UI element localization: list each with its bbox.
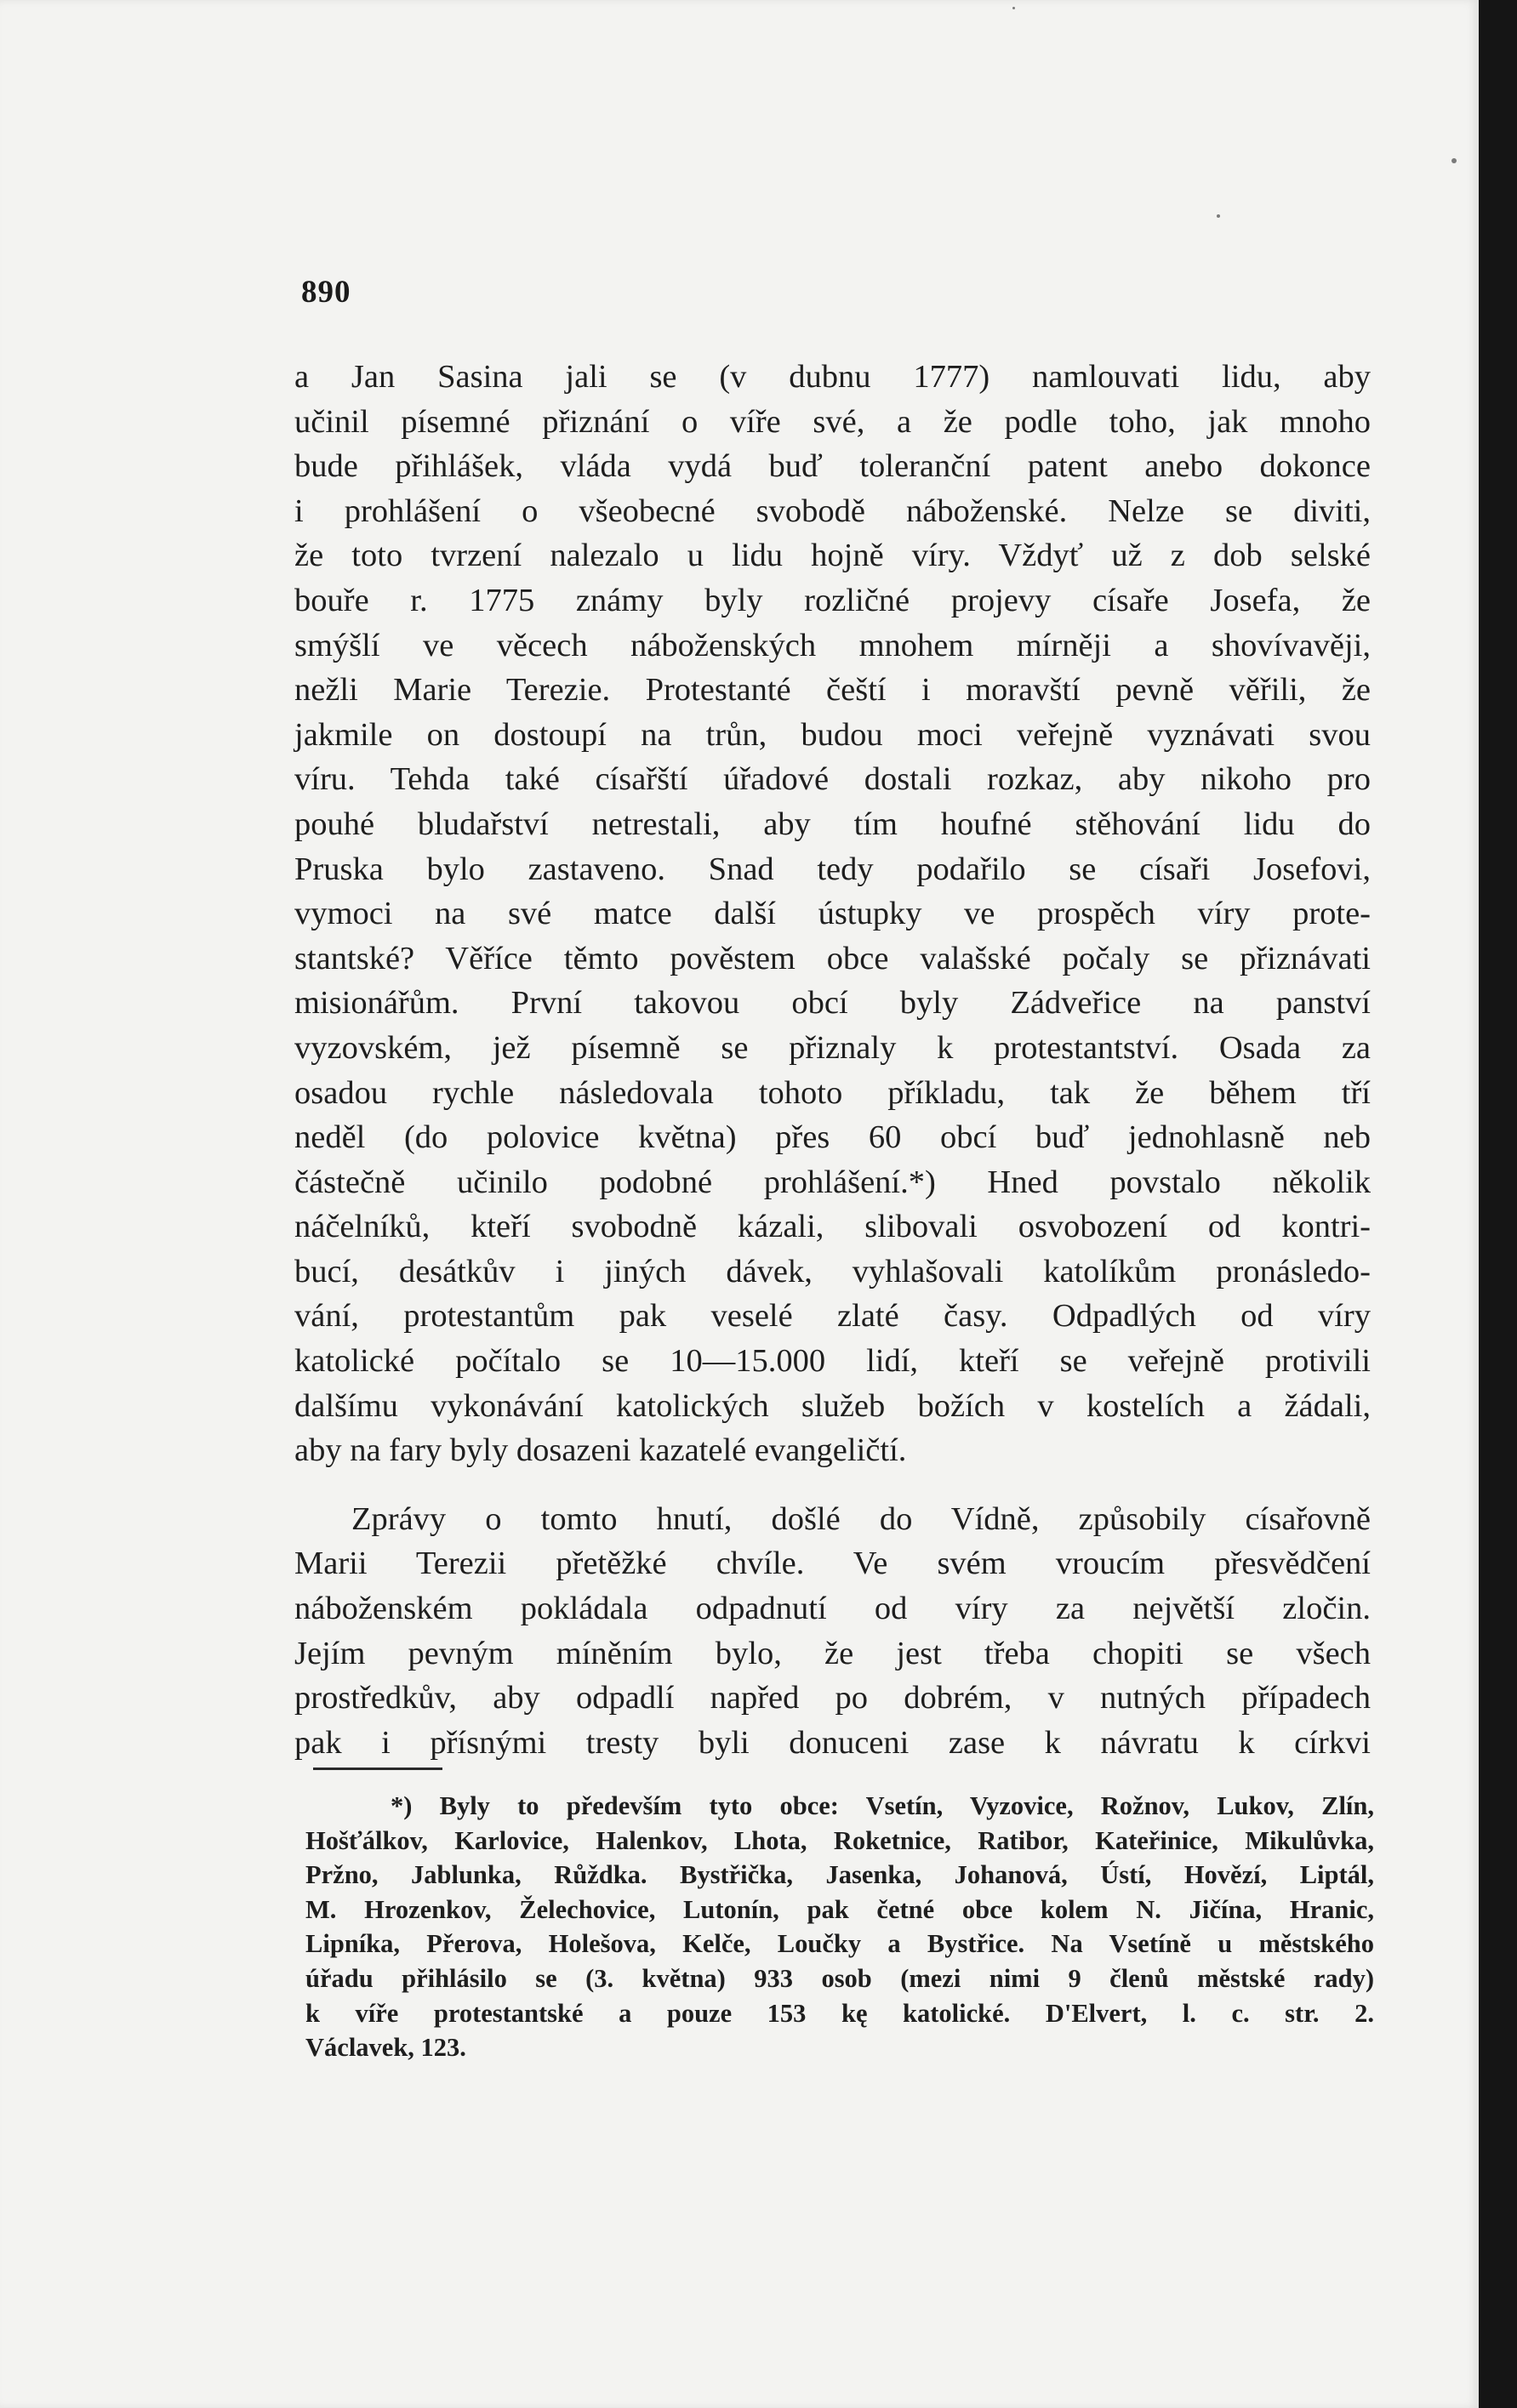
body-line: osadou rychle následovala tohoto příkladu, tak že během tří: [294, 1074, 1371, 1111]
body-line: bude přihlášek, vláda vydá buď toleranční patent anebo dokonce: [294, 448, 1371, 485]
footnote-line: úřadu přihlásilo se (3. května) 933 osob (mezi nimi 9 členů městské rady): [305, 1963, 1374, 1993]
footnote-line: Hošťálkov, Karlovice, Halenkov, Lhota, Roketnice, Ratibor, Kateřinice, Mikulůvka,: [305, 1825, 1374, 1855]
body-line: misionářům. První takovou obcí byly Zádveřice na panství: [294, 985, 1371, 1022]
scan-speck: [1012, 7, 1015, 9]
body-line: vyzovském, jež písemně se přiznaly k protestantství. Osada za: [294, 1029, 1371, 1066]
body-line: pak i přísnými tresty byli donuceni zase k návratu k církvi: [294, 1724, 1371, 1761]
body-line: náboženském pokládala odpadnutí od víry za největší zločin.: [294, 1591, 1371, 1627]
body-line: i prohlášení o všeobecné svobodě náboženské. Nelze se diviti,: [294, 492, 1371, 529]
body-line: vymoci na své matce další ústupky ve prospěch víry prote-: [294, 896, 1371, 932]
footnote-line: Václavek, 123.: [305, 2033, 466, 2063]
body-line: bucí, desátkův i jiných dávek, vyhlašovali katolíkům pronásledo-: [294, 1253, 1371, 1289]
body-line: katolické počítalo se 10—15.000 lidí, kteří se veřejně protivili: [294, 1343, 1371, 1380]
footnote-divider: [313, 1768, 442, 1770]
body-line: Jejím pevným míněním bylo, že jest třeba chopiti se všech: [294, 1635, 1371, 1671]
footnote-line: *) Byly to především tyto obce: Vsetín, Vyzovice, Rožnov, Lukov, Zlín,: [391, 1791, 1374, 1820]
body-line: pouhé bludařství netrestali, aby tím houfné stěhování lidu do: [294, 806, 1371, 842]
scan-speck: [1451, 158, 1457, 163]
body-line: Pruska bylo zastaveno. Snad tedy podařilo se císaři Josefovi,: [294, 851, 1371, 887]
body-line: prostředkův, aby odpadlí napřed po dobrém, v nutných případech: [294, 1680, 1371, 1716]
body-line: náčelníků, kteří svobodně kázali, slibovali osvobození od kontri-: [294, 1209, 1371, 1245]
body-line: jakmile on dostoupí na trůn, budou moci veřejně vyznávati svou: [294, 716, 1371, 753]
paragraph-gap: [294, 1473, 1371, 1497]
body-line: Marii Terezii přetěžké chvíle. Ve svém vroucím přesvědčení: [294, 1546, 1371, 1582]
body-line: nežli Marie Terezie. Protestanté čeští i moravští pevně věřili, že: [294, 672, 1371, 709]
footnote-line: k víře protestantské a pouze 153 kę katolické. D'Elvert, l. c. str. 2.: [305, 1998, 1374, 2028]
footnote-line: Lipníka, Přerova, Holešova, Kelče, Loučky a Bystřice. Na Vsetíně u městského: [305, 1929, 1374, 1959]
scan-edge: [1479, 0, 1517, 2408]
footnote: [305, 1789, 1374, 2065]
body-line: že toto tvrzení nalezalo u lidu hojně víry. Vždyť už z dob selské: [294, 538, 1371, 574]
body-line: dalšímu vykonávání katolických služeb božích v kostelích a žádali,: [294, 1387, 1371, 1424]
body-text: [294, 355, 1371, 1765]
page-number: 890: [301, 275, 351, 310]
body-line: bouře r. 1775 známy byly rozličné projevy císaře Josefa, že: [294, 582, 1371, 618]
scan-speck: [1217, 214, 1220, 218]
body-line: stantské? Věříce těmto pověstem obce valašské počaly se přiznávati: [294, 940, 1371, 976]
footnote-line: M. Hrozenkov, Želechovice, Lutonín, pak četné obce kolem N. Jičína, Hranic,: [305, 1894, 1374, 1924]
body-line: a Jan Sasina jali se (v dubnu 1777) namlouvati lidu, aby: [294, 359, 1371, 395]
body-line: vání, protestantům pak veselé zlaté časy. Odpadlých od víry: [294, 1298, 1371, 1335]
footnote-line: Pržno, Jablunka, Růždka. Bystřička, Jasenka, Johanová, Ústí, Hovězí, Liptál,: [305, 1860, 1374, 1890]
body-line: učinil písemné přiznání o víře své, a že podle toho, jak mnoho: [294, 403, 1371, 440]
body-line: částečně učinilo podobné prohlášení.*) Hned povstalo několik: [294, 1164, 1371, 1200]
body-line: smýšlí ve věcech náboženských mnohem mírněji a shovívavěji,: [294, 627, 1371, 663]
body-line: neděl (do polovice května) přes 60 obcí buď jednohlasně neb: [294, 1119, 1371, 1156]
body-line: Zprávy o tomto hnutí, došlé do Vídně, způsobily císařovně: [351, 1500, 1371, 1537]
body-line: aby na fary byly dosazeni kazatelé evangeličtí.: [294, 1432, 907, 1469]
body-line: víru. Tehda také císařští úřadové dostali rozkaz, aby nikoho pro: [294, 761, 1371, 798]
